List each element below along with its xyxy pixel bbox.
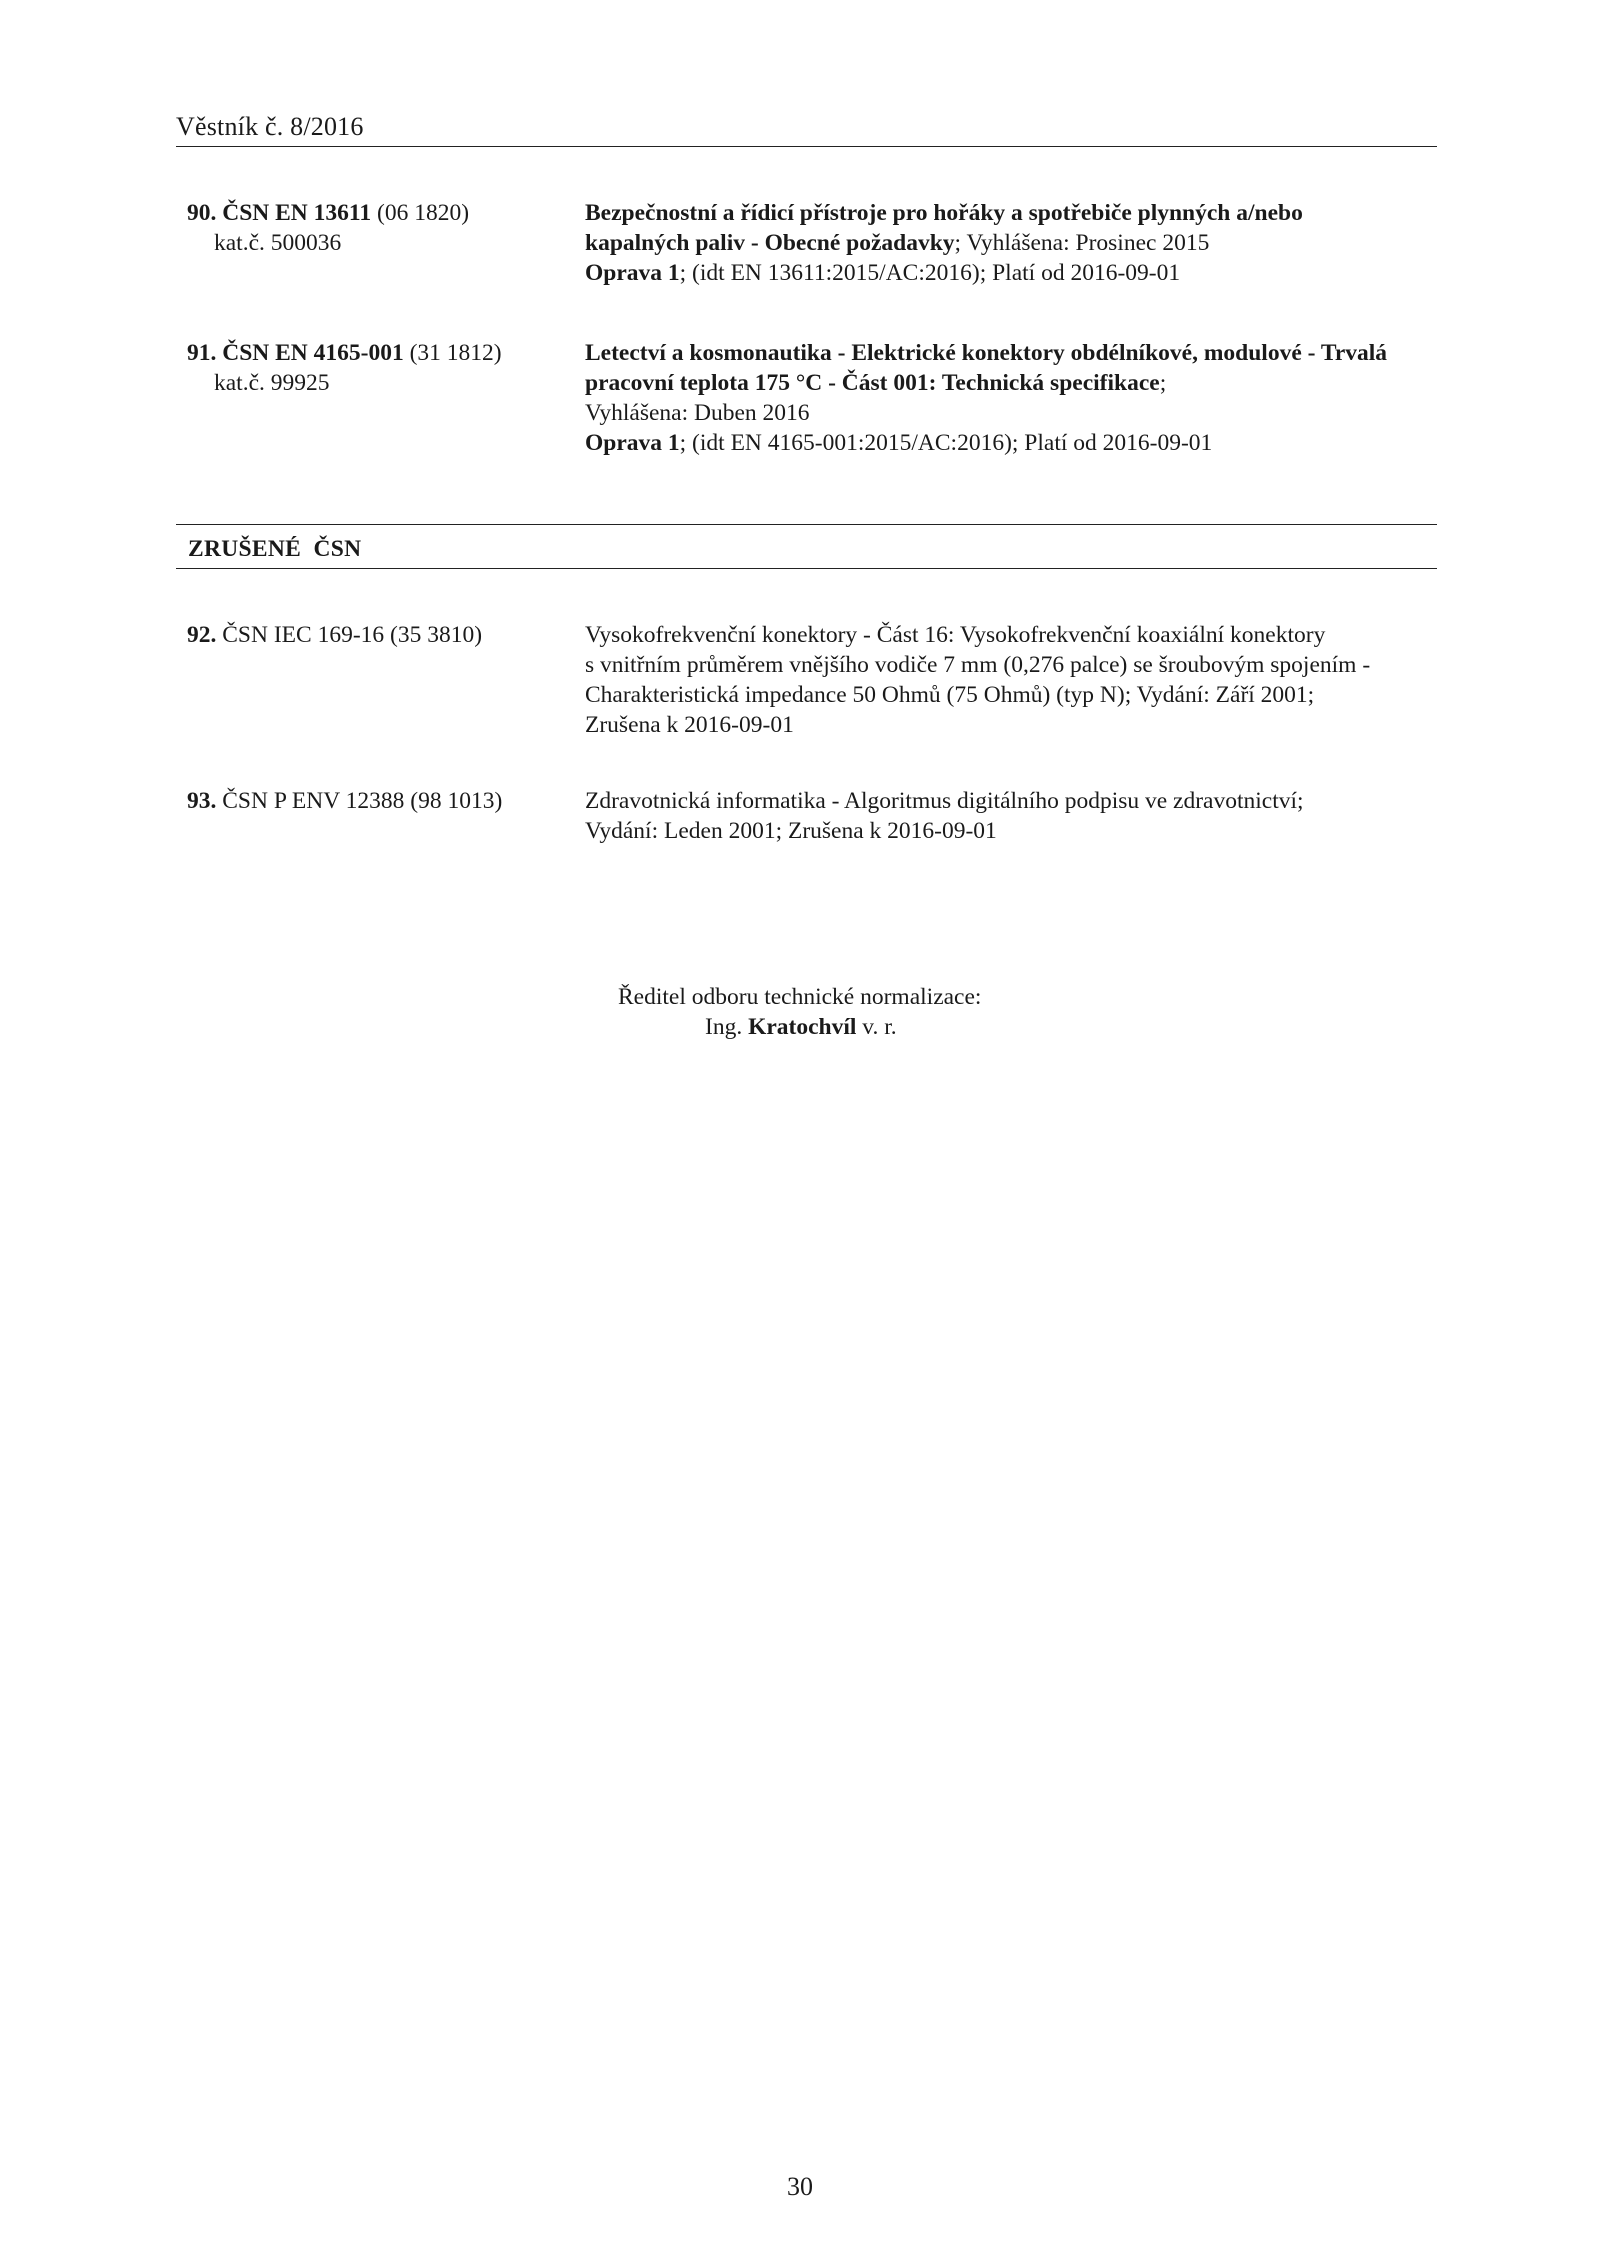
entry-description: [585, 338, 1445, 458]
signatory-prefix: Ing.: [705, 1014, 749, 1040]
signatory-name: [705, 1012, 897, 1042]
catalog-number: kat.č. 99925: [214, 370, 330, 396]
section-rule-top: [176, 524, 1437, 525]
entry-number: 90.: [187, 200, 217, 226]
signatory-suffix: v. r.: [856, 1014, 897, 1040]
amendment-details: ; (idt EN 13611:2015/AC:2016); Platí od 2016-09-01: [679, 260, 1181, 286]
standard-title-line: Bezpečnostní a řídicí přístroje pro hořáky a spotřebiče plynných a/nebo: [585, 200, 1303, 226]
page-header: Věstník č. 8/2016: [176, 112, 364, 141]
classification-code: (06 1820): [377, 200, 470, 226]
standard-code: ČSN EN 4165-001: [222, 340, 404, 366]
standard-title-line: Letectví a kosmonautika - Elektrické konektory obdélníkové, modulové - Trvalá: [585, 340, 1388, 366]
page-number: 30: [787, 2172, 813, 2201]
entry-description: [585, 620, 1445, 740]
standard-title-line: pracovní teplota 175 °C - Část 001: Technická specifikace: [585, 370, 1160, 396]
amendment-label: Oprava 1: [585, 260, 680, 286]
standard-code: ČSN P ENV 12388 (98 1013): [216, 788, 503, 814]
classification-code: (31 1812): [409, 340, 502, 366]
standard-code: ČSN EN 13611: [222, 200, 372, 226]
entry-identifier: [187, 338, 567, 398]
entry-number: 93.: [187, 788, 217, 814]
description-line: s vnitřním průměrem vnějšího vodiče 7 mm (0,276 palce) se šroubovým spojením -: [585, 652, 1371, 678]
description-line: Vydání: Leden 2001; Zrušena k 2016-09-01: [585, 818, 997, 844]
standard-title-line: kapalných paliv - Obecné požadavky: [585, 230, 955, 256]
entry-description: [585, 786, 1445, 846]
description-line: Vysokofrekvenční konektory - Část 16: Vysokofrekvenční koaxiální konektory: [585, 622, 1326, 648]
entry-number: 92.: [187, 622, 217, 648]
announcement-date: Vyhlášena: Duben 2016: [585, 400, 810, 426]
amendment-label: Oprava 1: [585, 430, 680, 456]
entry-number: 91.: [187, 340, 217, 366]
description-line: Charakteristická impedance 50 Ohmů (75 Ohmů) (typ N); Vydání: Září 2001;: [585, 682, 1315, 708]
header-rule: [176, 146, 1437, 147]
entry-description: [585, 198, 1445, 288]
entry-identifier: [187, 198, 567, 258]
amendment-details: ; (idt EN 4165-001:2015/AC:2016); Platí od 2016-09-01: [679, 430, 1213, 456]
entry-identifier: [187, 786, 567, 816]
section-rule-bottom: [176, 568, 1437, 569]
description-line: Zdravotnická informatika - Algoritmus digitálního podpisu ve zdravotnictví;: [585, 788, 1304, 814]
standard-code: ČSN IEC 169-16 (35 3810): [216, 622, 483, 648]
title-suffix: ;: [1159, 370, 1167, 396]
signatory-role: Ředitel odboru technické normalizace:: [618, 984, 982, 1010]
signatory-surname: Kratochvíl: [748, 1014, 857, 1040]
description-line: Zrušena k 2016-09-01: [585, 712, 794, 738]
entry-identifier: [187, 620, 567, 650]
catalog-number: kat.č. 500036: [214, 230, 342, 256]
announcement-date: ; Vyhlášena: Prosinec 2015: [954, 230, 1210, 256]
section-title: ZRUŠENÉ ČSN: [188, 536, 362, 562]
